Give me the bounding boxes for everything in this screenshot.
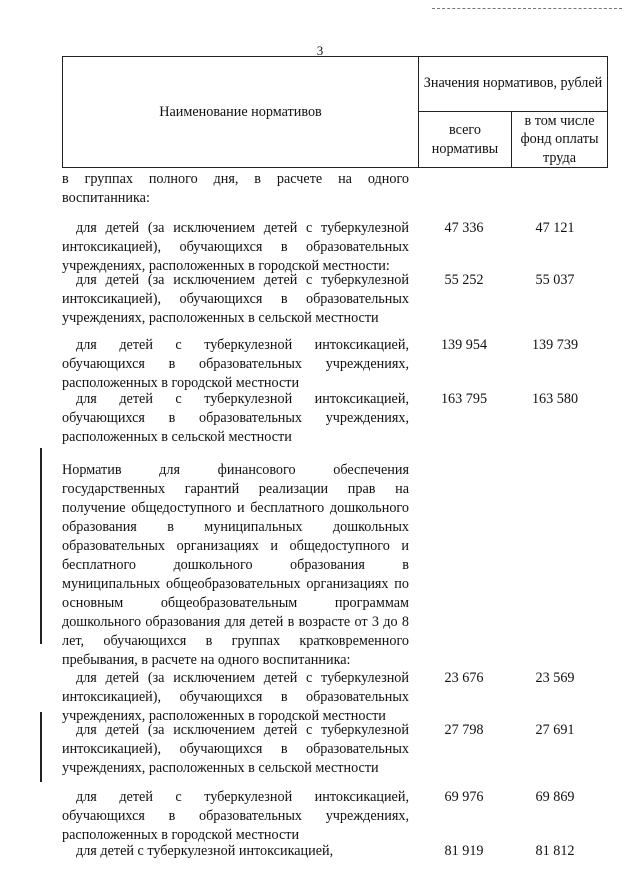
row-text: для детей (за исключением детей с туберкулезной интоксикацией), обучающихся в образовательных учреждениях, расположенных в городской местности: — [62, 220, 409, 274]
row-text: Норматив для финансового обеспечения государственных гарантий реализации прав на получение общедоступного и бесплатного дошкольного образования в муниципальных дошкольных образовательных организациях и общедоступного и бесплатного дошкольного образования в муниципальных общеобразовательных организациях по основным общеобразовательным программам дошкольного образования для детей в возрасте от 3 до 8 лет, обучающихся в группах кратковременного пребывания, в расчете на одного воспитанника: — [62, 462, 409, 668]
row-text: для детей с туберкулезной интоксикацией, обучающихся в образовательных учреждениях, расположенных в городской местности — [62, 789, 409, 843]
top-scan-mark — [432, 8, 622, 9]
row-fund-value: 27 691 — [535, 722, 575, 738]
row-total-value: 139 954 — [440, 337, 488, 353]
row-fund-value: 69 869 — [535, 789, 575, 805]
margin-change-bar — [40, 712, 42, 782]
row-total-value: 55 252 — [444, 272, 484, 288]
margin-change-bar — [40, 448, 42, 644]
row-text: для детей с туберкулезной интоксикацией, обучающихся в образовательных учреждениях, расположенных в городской местности — [62, 337, 409, 391]
row-fund-value: 23 569 — [535, 670, 575, 686]
row-text: для детей с туберкулезной интоксикацией, — [76, 843, 334, 859]
row-total-value: 23 676 — [444, 670, 484, 686]
row-total-value: 69 976 — [444, 789, 484, 805]
row-text: для детей с туберкулезной интоксикацией, обучающихся в образовательных учреждениях, расположенных в сельской местности — [62, 391, 409, 445]
row-fund-value: 81 812 — [535, 843, 575, 859]
header-fund-cell: в том числе фонд оплаты труда — [520, 112, 599, 166]
row-total-value: 81 919 — [444, 843, 484, 859]
row-fund-value: 139 739 — [531, 337, 579, 353]
page-number: 3 — [316, 43, 324, 58]
header-values-cell: Значения нормативов, рублей — [423, 75, 603, 92]
row-total-value: 27 798 — [444, 722, 484, 738]
table-header — [62, 56, 608, 168]
row-text: для детей (за исключением детей с туберкулезной интоксикацией), обучающихся в образовательных учреждениях, расположенных в городской местности — [62, 670, 409, 724]
row-fund-value: 163 580 — [531, 391, 579, 407]
row-total-value: 47 336 — [444, 220, 484, 236]
row-fund-value: 55 037 — [535, 272, 575, 288]
header-name-cell: Наименование нормативов — [159, 103, 322, 120]
row-fund-value: 47 121 — [535, 220, 575, 236]
row-text: для детей (за исключением детей с туберкулезной интоксикацией), обучающихся в образовательных учреждениях, расположенных в сельской местности — [62, 272, 409, 326]
header-total-cell: всего нормативы — [431, 122, 499, 157]
row-total-value: 163 795 — [440, 391, 488, 407]
row-text: для детей (за исключением детей с туберкулезной интоксикацией), обучающихся в образовательных учреждениях, расположенных в сельской местности — [62, 722, 409, 776]
row-text: в группах полного дня, в расчете на одного воспитанника: — [62, 171, 409, 206]
